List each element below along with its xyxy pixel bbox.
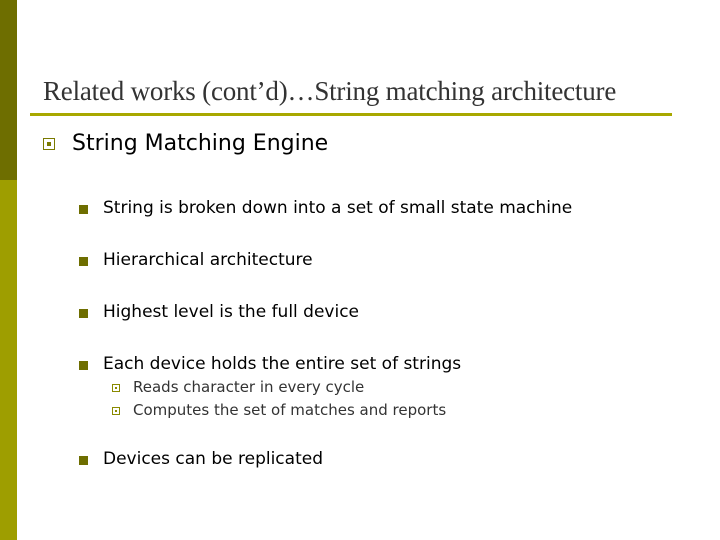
slide-title: Related works (cont’d)…String matching architecture [43,76,617,106]
left-accent-bar-top [0,0,17,180]
sub-list-item: Computes the set of matches and reports [133,401,447,419]
hollow-square-bullet-icon [112,384,120,392]
square-bullet-icon [43,138,55,150]
list-item: Highest level is the full device [103,302,360,322]
square-bullet-icon [79,361,88,370]
title-divider [30,113,672,116]
main-bullet-text: String Matching Engine [72,131,329,156]
list-item: Each device holds the entire set of strings [103,354,462,374]
list-item: Devices can be replicated [103,449,323,469]
list-item: Hierarchical architecture [103,250,313,270]
square-bullet-icon [79,309,88,318]
square-bullet-icon [79,205,88,214]
hollow-square-bullet-icon [112,407,120,415]
left-accent-bar-bottom [0,180,17,540]
list-item: String is broken down into a set of small state machine [103,198,573,218]
sub-list-item: Reads character in every cycle [133,378,365,396]
square-bullet-icon [79,257,88,266]
square-bullet-icon [79,456,88,465]
